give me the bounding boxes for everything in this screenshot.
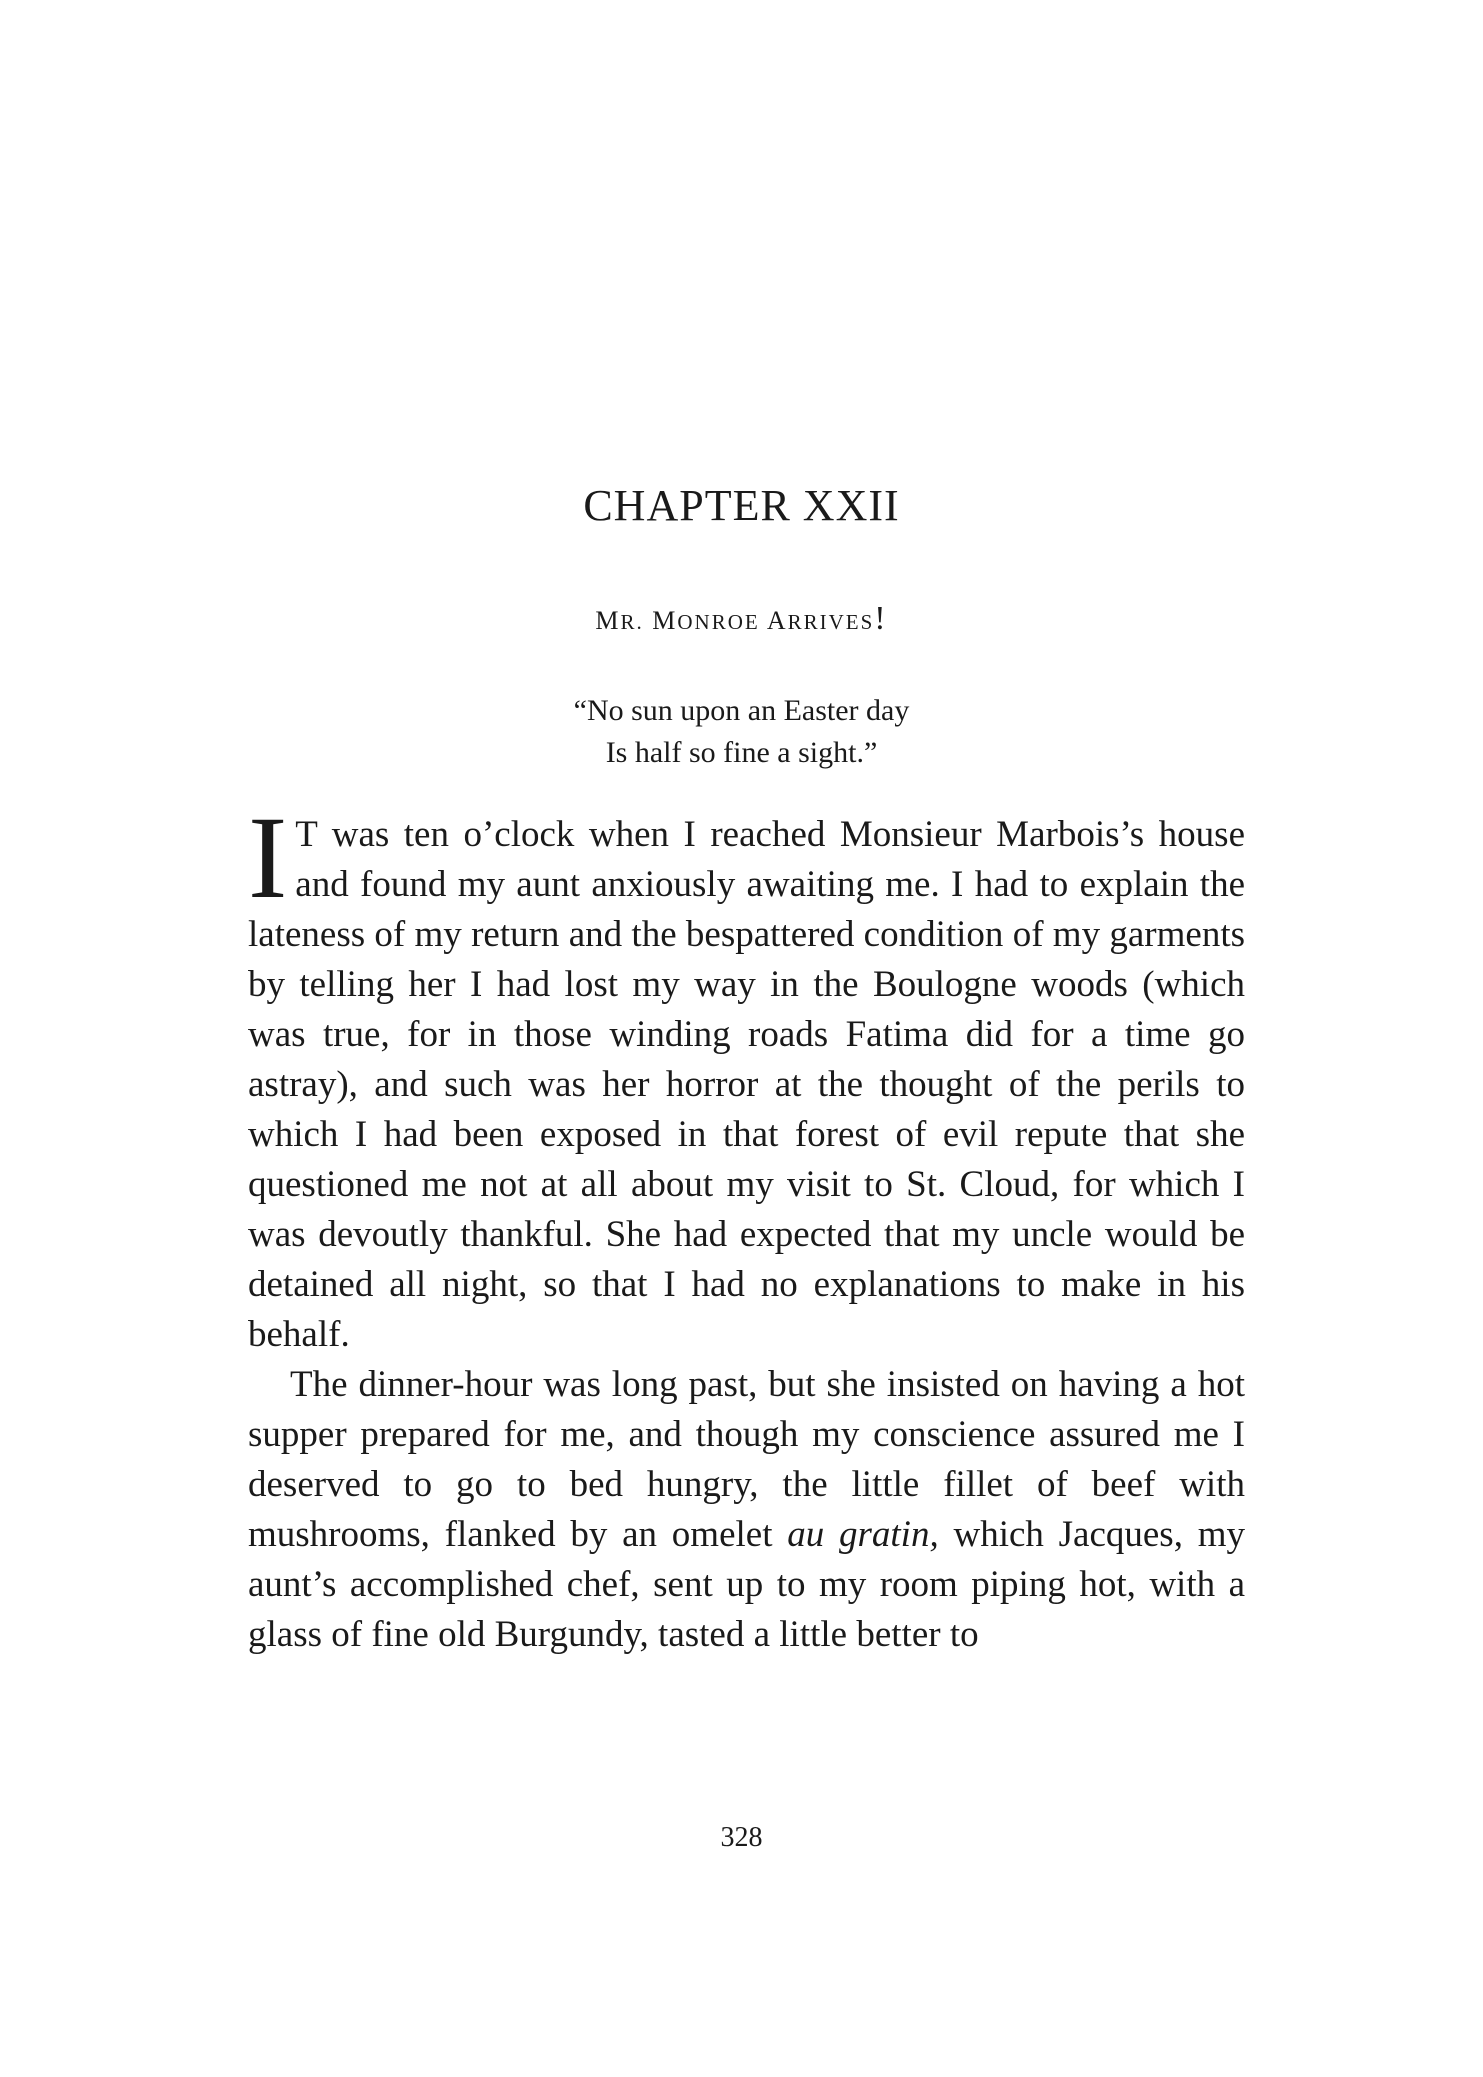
body-text bbox=[248, 792, 1245, 1660]
italic-phrase: au gratin, bbox=[787, 1514, 939, 1555]
subtitle-word: R. bbox=[620, 610, 644, 634]
drop-cap: I bbox=[248, 792, 288, 923]
subtitle-word: ONROE bbox=[677, 610, 760, 634]
paragraph-text: The dinner-hour was long past, but she insisted on having a hot supper prepared for me, and though my conscience assured me I deserved to go to bed hungry, the little fillet of beef with mushrooms, flanked by an omelet bbox=[248, 1364, 1245, 1555]
subtitle-initial: M bbox=[652, 606, 678, 635]
paragraph-text: which Jacques, my aunt’s accomplished chef, sent up to my room piping hot, with a glass of fine old Burgundy, tasted a little better to bbox=[248, 1514, 1245, 1655]
paragraph bbox=[248, 792, 1245, 1360]
subtitle-word: RRIVES bbox=[787, 610, 875, 634]
subtitle-punctuation: ! bbox=[874, 600, 888, 637]
page-number: 328 bbox=[720, 1822, 763, 1853]
paragraph-text: T was ten o’clock when I reached Monsieur Marbois’s house and found my aunt anxiously awaiting me. I had to explain the lateness of my return and the bespattered condition of my garments by telling her I had lost my way in the Boulogne woods (which was true, for in those winding roads Fatima did for a time go astray), and such was her horror at the thought of the perils to which I had been exposed in that forest of evil repute that she questioned me not at all about my visit to St. Cloud, for which I was devoutly thankful. She had expected that my uncle would be detained all night, so that I had no explanations to make in his behalf. bbox=[248, 814, 1245, 1355]
subtitle-initial: M bbox=[595, 606, 621, 635]
epigraph-line: “No sun upon an Easter day bbox=[573, 694, 910, 727]
epigraph bbox=[0, 690, 1483, 774]
subtitle-initial: A bbox=[766, 606, 788, 635]
paragraph bbox=[248, 1360, 1245, 1660]
chapter-subtitle bbox=[0, 600, 1483, 638]
epigraph-line: Is half so fine a sight.” bbox=[605, 736, 878, 769]
chapter-title: CHAPTER XXII bbox=[583, 481, 900, 530]
